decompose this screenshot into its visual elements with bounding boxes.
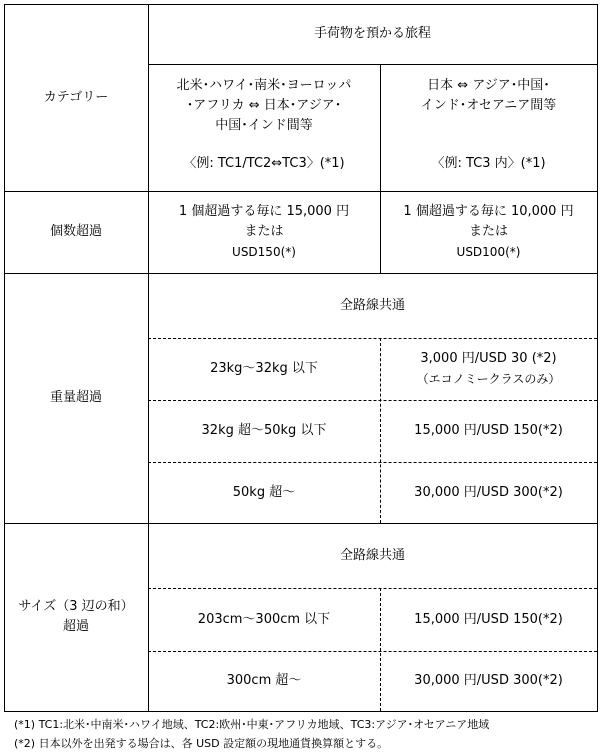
- footnote-1: (*1) TC1:北米･中南米･ハワイ地域、TC2:欧州･中東･アフリカ地域、TC3:アジア･オセアニア地域: [14, 718, 490, 731]
- header-col1-line1: 北米･ハワイ･南米･ヨーロッパ: [176, 78, 352, 93]
- header-col2-line2: インド･オセアニア間等: [420, 98, 557, 113]
- size-common-label: [148, 523, 597, 588]
- weight-row-2-range: [148, 400, 380, 462]
- header-col1: [148, 64, 380, 191]
- table-border-bottom: [4, 711, 598, 712]
- weight-row-1-fee-note: （エコノミークラスのみ）: [416, 372, 561, 386]
- header-col1-example: 〈例: TC1/TC2⇔TC3〉(*1): [183, 156, 345, 171]
- count-excess-col1: [148, 191, 380, 273]
- weight-row-2-range-text: 32kg 超〜50kg 以下: [201, 423, 327, 438]
- size-row-2-range-text: 300cm 超〜: [226, 673, 302, 688]
- weight-excess-label: [4, 273, 148, 523]
- table-border-right: [597, 4, 598, 711]
- size-row-2-fee: [380, 651, 597, 711]
- weight-row-1-fee: [380, 338, 597, 400]
- size-common-text: 全路線共通: [339, 547, 405, 563]
- count-excess-label-text: 個数超過: [49, 224, 102, 239]
- size-row-1-range-text: 203cm〜300cm 以下: [197, 611, 331, 627]
- header-col1-line2: ･アフリカ ⇔ 日本･アジア･: [186, 98, 342, 113]
- weight-row-1-range: [148, 338, 380, 400]
- weight-row-2-fee-text: 15,000 円/USD 150(*2): [414, 423, 563, 438]
- size-row-2-fee-text: 30,000 円/USD 300(*2): [414, 673, 563, 688]
- weight-common-text: 全路線共通: [339, 297, 405, 313]
- itinerary-title-text: 手荷物を預かる旅程: [313, 26, 431, 41]
- category-label-text: カテゴリー: [43, 89, 109, 105]
- count-excess-col2-line2: または: [468, 224, 508, 239]
- count-excess-label: [4, 191, 148, 273]
- count-excess-col2-line1: 1 個超過する毎に 10,000 円: [403, 204, 574, 219]
- size-row-1-fee: [380, 588, 597, 651]
- weight-row-1-fee-text: 3,000 円/USD 30 (*2): [420, 351, 557, 366]
- size-row-2-range: [148, 651, 380, 711]
- weight-row-1-range-text: 23kg〜32kg 以下: [210, 361, 318, 376]
- itinerary-title: [148, 4, 597, 64]
- footnote-2: (*2) 日本以外を出発する場合は、各 USD 設定額の現地通貨換算額とする。: [14, 737, 389, 750]
- size-excess-label-line1: サイズ（3 辺の和）: [18, 599, 134, 614]
- size-excess-label-line2: 超過: [62, 619, 89, 634]
- weight-row-3-fee-text: 30,000 円/USD 300(*2): [414, 484, 563, 500]
- weight-row-3-range-text: 50kg 超〜: [232, 484, 296, 500]
- category-label: [4, 4, 148, 191]
- count-excess-col1-line1: 1 個超過する毎に 15,000 円: [178, 204, 350, 219]
- header-col2-line1: 日本 ⇔ アジア･中国･: [427, 78, 550, 93]
- weight-row-2-fee: [380, 400, 597, 462]
- size-row-1-fee-text: 15,000 円/USD 150(*2): [414, 611, 563, 627]
- header-col2-example: 〈例: TC3 内〉(*1): [431, 156, 546, 171]
- size-row-1-range: [148, 588, 380, 651]
- weight-row-3-fee: [380, 462, 597, 523]
- weight-common-label: [148, 273, 597, 338]
- weight-row-3-range: [148, 462, 380, 523]
- count-excess-col1-line3: USD150(*): [232, 245, 296, 259]
- count-excess-col2-line3: USD100(*): [456, 245, 521, 259]
- weight-excess-label-text: 重量超過: [49, 390, 102, 405]
- count-excess-col2: [380, 191, 597, 273]
- header-col2: [380, 64, 597, 191]
- header-col1-line3: 中国･インド間等: [215, 118, 313, 133]
- count-excess-col1-line2: または: [244, 224, 284, 239]
- size-excess-label: [4, 523, 148, 711]
